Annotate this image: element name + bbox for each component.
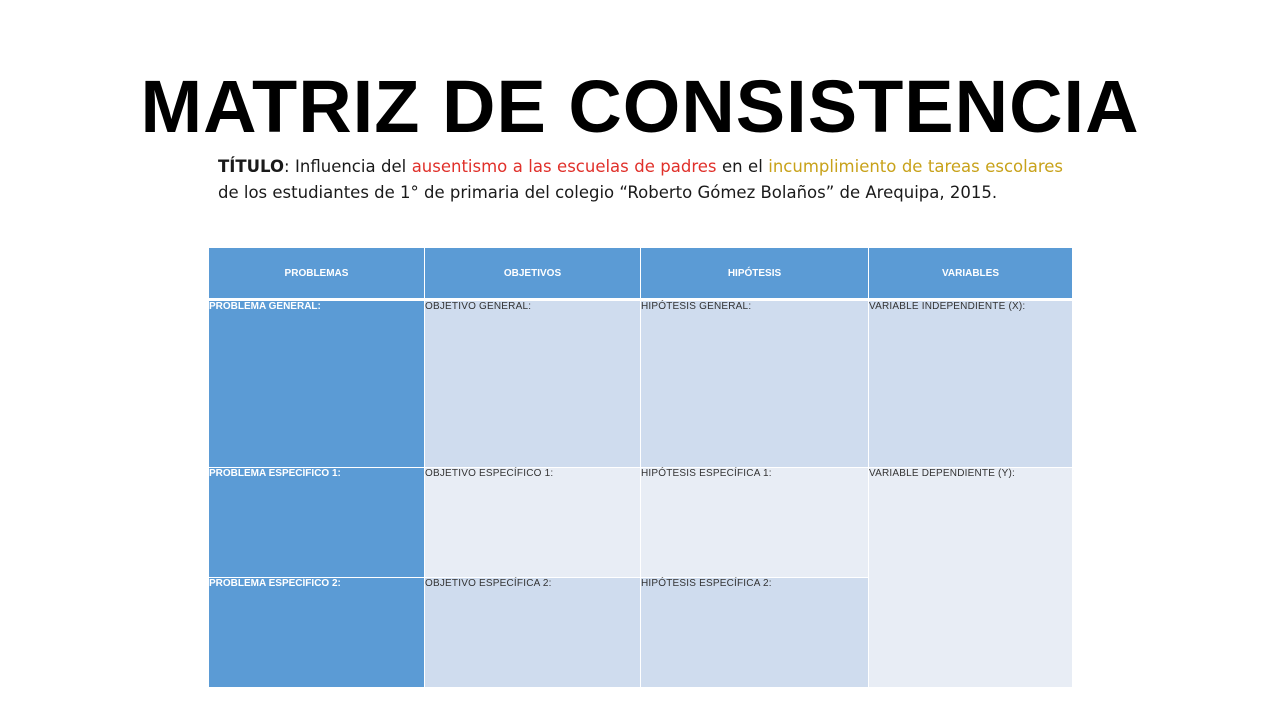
header-hipotesis: HIPÓTESIS — [641, 248, 869, 300]
header-objetivos: OBJETIVOS — [425, 248, 641, 300]
problema-especifico-1-cell: PROBLEMA ESPECÍFICO 1: — [209, 468, 425, 578]
title-text-part-2: en el — [716, 157, 769, 176]
table-header-row — [209, 248, 1073, 300]
hipotesis-especifica-2-cell: HIPÓTESIS ESPECÍFICA 2: — [641, 578, 869, 688]
hipotesis-especifica-1-cell: HIPÓTESIS ESPECÍFICA 1: — [641, 468, 869, 578]
header-problemas: PROBLEMAS — [209, 248, 425, 300]
title-text-part-1: Influencia del — [295, 157, 412, 176]
table-row — [209, 300, 1073, 468]
highlight-independent-variable: ausentismo a las escuelas de padres — [411, 157, 717, 176]
objetivo-general-cell: OBJETIVO GENERAL: — [425, 300, 641, 468]
slide-title: MATRIZ DE CONSISTENCIA — [140, 65, 1140, 148]
objetivo-especifico-2-cell: OBJETIVO ESPECÍFICA 2: — [425, 578, 641, 688]
table-row — [209, 468, 1073, 578]
hipotesis-general-cell: HIPÓTESIS GENERAL: — [641, 300, 869, 468]
problema-general-cell: PROBLEMA GENERAL: — [209, 300, 425, 468]
header-variables: VARIABLES — [869, 248, 1073, 300]
title-text-part-3: de los estudiantes de 1° de primaria del colegio “Roberto Gómez Bolaños” de Arequipa, 2015. — [218, 183, 998, 202]
objetivo-especifico-1-cell: OBJETIVO ESPECÍFICO 1: — [425, 468, 641, 578]
research-title-paragraph — [218, 154, 1063, 206]
consistency-matrix-table — [208, 247, 1073, 688]
highlight-dependent-variable: incumplimiento de tareas escolares — [768, 157, 1063, 176]
variable-dependiente-cell: VARIABLE DEPENDIENTE (Y): — [869, 468, 1073, 688]
title-separator: : — [284, 157, 296, 176]
problema-especifico-2-cell: PROBLEMA ESPECÍFICO 2: — [209, 578, 425, 688]
variable-independiente-cell: VARIABLE INDEPENDIENTE (X): — [869, 300, 1073, 468]
title-label: TÍTULO — [218, 157, 284, 176]
